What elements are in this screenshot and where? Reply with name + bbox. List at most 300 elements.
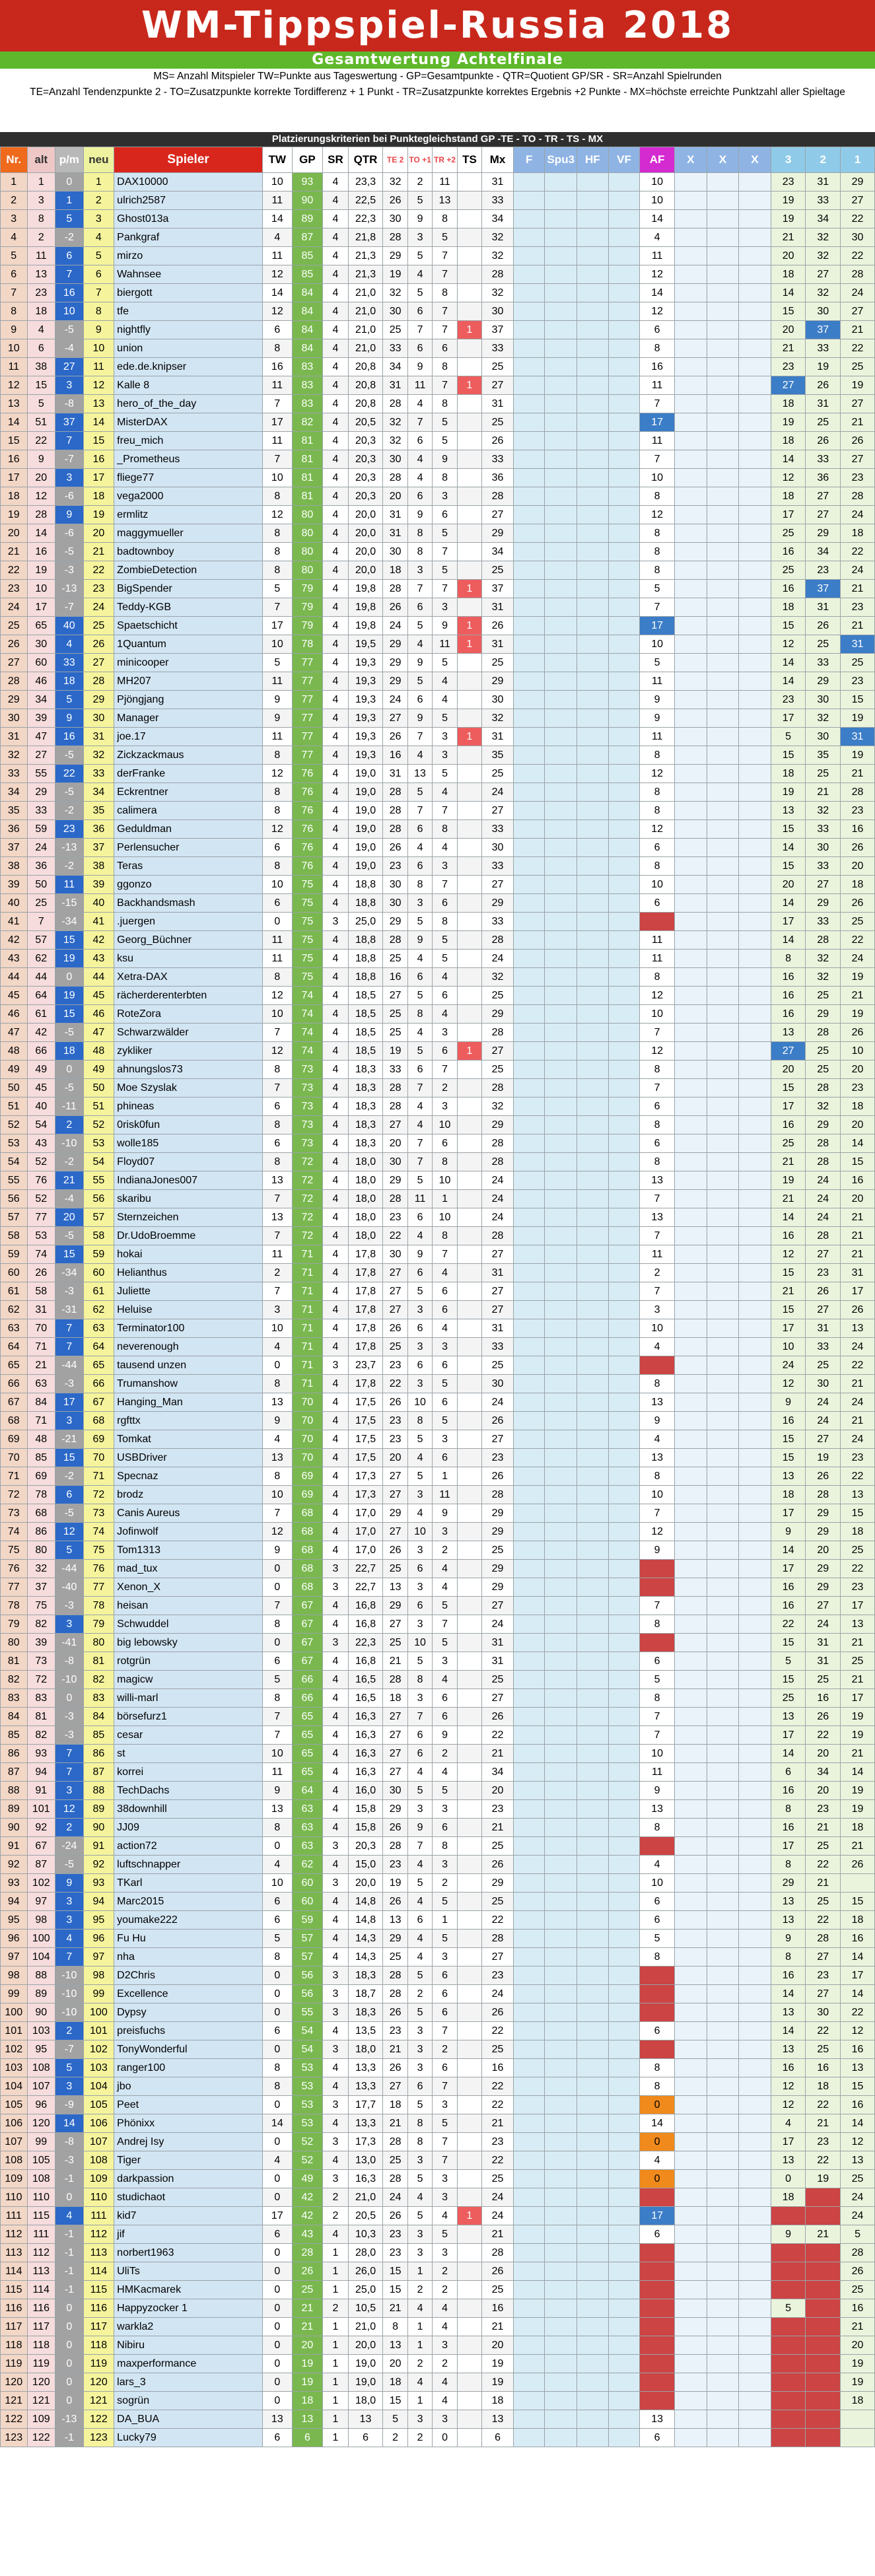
cell-sr: 4	[323, 543, 348, 561]
cell-qtr: 14,3	[348, 1948, 383, 1967]
cell-to: 11	[407, 1190, 432, 1208]
table-row	[1, 1042, 875, 1061]
cell-x1	[674, 654, 707, 672]
cell-alt: 115	[27, 2207, 55, 2225]
cell-2: 24	[806, 1171, 841, 1190]
cell-nr: 95	[1, 1911, 28, 1930]
cell-player: heisan	[114, 1597, 263, 1615]
cell-sr: 4	[323, 506, 348, 524]
cell-tw: 16	[263, 358, 293, 376]
cell-hf	[577, 1856, 609, 1874]
cell-3: 13	[771, 802, 806, 820]
cell-1: 18	[841, 1819, 875, 1837]
cell-2: 31	[806, 395, 841, 413]
cell-2: 23	[806, 1967, 841, 1985]
cell-nr: 21	[1, 543, 28, 561]
cell-sr: 3	[323, 2096, 348, 2114]
cell-sr: 4	[323, 746, 348, 765]
cell-hf	[577, 1745, 609, 1763]
cell-alt: 36	[27, 857, 55, 876]
cell-2: 22	[806, 1856, 841, 1874]
cell-vf	[608, 1634, 640, 1652]
cell-player: norbert1963	[114, 2244, 263, 2262]
cell-mx: 26	[482, 432, 514, 450]
cell-3: 18	[771, 2188, 806, 2207]
cell-sr: 4	[323, 2022, 348, 2040]
cell-3	[771, 2429, 806, 2447]
cell-te: 22	[383, 1375, 407, 1393]
cell-3: 13	[771, 2040, 806, 2059]
cell-mx: 22	[482, 2077, 514, 2096]
cell-3: 16	[771, 1412, 806, 1430]
cell-x3	[739, 987, 771, 1005]
cell-3: 13	[771, 1024, 806, 1042]
cell-x3	[739, 450, 771, 469]
cell-sr: 4	[323, 210, 348, 228]
cell-alt: 53	[27, 1227, 55, 1245]
cell-alt: 46	[27, 672, 55, 691]
cell-tr: 7	[433, 1615, 457, 1634]
table-row	[1, 1264, 875, 1282]
cell-neu: 79	[83, 1615, 114, 1634]
cell-vf	[608, 543, 640, 561]
cell-f	[513, 876, 545, 894]
cell-mx: 25	[482, 1837, 514, 1856]
cell-spu3	[545, 931, 577, 950]
cell-tr: 8	[433, 395, 457, 413]
cell-x2	[707, 543, 739, 561]
cell-neu: 113	[83, 2244, 114, 2262]
cell-player: badtownboy	[114, 543, 263, 561]
cell-f	[513, 2188, 545, 2207]
cell-x1	[674, 1523, 707, 1541]
cell-to: 6	[407, 1319, 432, 1338]
cell-alt: 103	[27, 2022, 55, 2040]
cell-to: 6	[407, 432, 432, 450]
cell-x2	[707, 1856, 739, 1874]
cell-neu: 77	[83, 1578, 114, 1597]
cell-3: 16	[771, 543, 806, 561]
cell-3	[771, 2355, 806, 2373]
cell-f	[513, 1430, 545, 1449]
cell-alt: 2	[27, 228, 55, 247]
cell-spu3	[545, 913, 577, 931]
table-row	[1, 1874, 875, 1893]
cell-ts	[457, 1134, 481, 1153]
cell-te: 24	[383, 617, 407, 635]
cell-ts	[457, 931, 481, 950]
cell-ts	[457, 2373, 481, 2392]
cell-sr: 4	[323, 987, 348, 1005]
cell-2: 32	[806, 968, 841, 987]
cell-hf	[577, 284, 609, 302]
cell-mx: 33	[482, 1338, 514, 1356]
cell-te: 27	[383, 1708, 407, 1726]
cell-af: 8	[640, 1375, 675, 1393]
cell-x1	[674, 1412, 707, 1430]
cell-tr: 4	[433, 1264, 457, 1282]
table-row	[1, 1356, 875, 1375]
cell-1: 31	[841, 635, 875, 654]
table-row	[1, 413, 875, 432]
cell-f	[513, 1948, 545, 1967]
cell-te: 8	[383, 2318, 407, 2336]
cell-spu3	[545, 1430, 577, 1449]
cell-gp: 75	[292, 894, 323, 913]
cell-2: 16	[806, 2059, 841, 2077]
cell-mx: 25	[482, 765, 514, 783]
cell-qtr: 17,7	[348, 2096, 383, 2114]
cell-vf	[608, 1948, 640, 1967]
cell-f	[513, 2355, 545, 2373]
cell-player: Excellence	[114, 1985, 263, 2003]
cell-qtr: 16,3	[348, 1763, 383, 1782]
cell-pm: 12	[55, 1523, 84, 1541]
cell-alt: 39	[27, 709, 55, 728]
cell-x1	[674, 2188, 707, 2207]
cell-to: 8	[407, 1412, 432, 1430]
cell-te: 30	[383, 210, 407, 228]
cell-nr: 41	[1, 913, 28, 931]
cell-alt: 116	[27, 2299, 55, 2318]
cell-1: 19	[841, 1782, 875, 1800]
cell-x3	[739, 1375, 771, 1393]
cell-x2	[707, 2299, 739, 2318]
cell-player: Jofinwolf	[114, 1523, 263, 1541]
cell-hf	[577, 783, 609, 802]
cell-tw: 5	[263, 580, 293, 598]
cell-3: 18	[771, 395, 806, 413]
cell-vf	[608, 1486, 640, 1504]
cell-pm: 4	[55, 1930, 84, 1948]
cell-ts	[457, 1930, 481, 1948]
cell-pm: 0	[55, 1061, 84, 1079]
cell-x2	[707, 2003, 739, 2022]
cell-f	[513, 1911, 545, 1930]
cell-spu3	[545, 1671, 577, 1689]
cell-alt: 14	[27, 524, 55, 543]
cell-x2	[707, 395, 739, 413]
cell-hf	[577, 2003, 609, 2022]
cell-pm: 0	[55, 2392, 84, 2410]
cell-x2	[707, 302, 739, 321]
cell-3: 9	[771, 1393, 806, 1412]
cell-player: rächerderenterbten	[114, 987, 263, 1005]
cell-1: 28	[841, 783, 875, 802]
cell-x2	[707, 1208, 739, 1227]
cell-nr: 76	[1, 1560, 28, 1578]
cell-f	[513, 2429, 545, 2447]
cell-vf	[608, 617, 640, 635]
cell-gp: 60	[292, 1893, 323, 1911]
cell-3: 8	[771, 950, 806, 968]
cell-sr: 3	[323, 2170, 348, 2188]
cell-neu: 35	[83, 802, 114, 820]
cell-tr: 8	[433, 284, 457, 302]
cell-alt: 15	[27, 376, 55, 395]
cell-neu: 21	[83, 543, 114, 561]
cell-mx: 32	[482, 247, 514, 265]
cell-to: 6	[407, 857, 432, 876]
cell-te: 27	[383, 1726, 407, 1745]
cell-qtr: 22,7	[348, 1578, 383, 1597]
cell-x2	[707, 1301, 739, 1319]
cell-to: 5	[407, 987, 432, 1005]
cell-spu3	[545, 1985, 577, 2003]
cell-hf	[577, 1671, 609, 1689]
cell-x2	[707, 1597, 739, 1615]
cell-hf	[577, 506, 609, 524]
cell-nr: 112	[1, 2225, 28, 2244]
cell-gp: 84	[292, 339, 323, 358]
cell-mx: 30	[482, 302, 514, 321]
cell-3: 17	[771, 1837, 806, 1856]
cell-tr: 5	[433, 2225, 457, 2244]
cell-to: 3	[407, 2410, 432, 2429]
cell-hf	[577, 746, 609, 765]
cell-nr: 17	[1, 469, 28, 487]
cell-mx: 31	[482, 1634, 514, 1652]
cell-gp: 76	[292, 783, 323, 802]
cell-x2	[707, 2225, 739, 2244]
cell-pm: -21	[55, 1430, 84, 1449]
cell-1: 19	[841, 968, 875, 987]
cell-tr: 2	[433, 2281, 457, 2299]
table-row	[1, 432, 875, 450]
table-row	[1, 2281, 875, 2299]
cell-mx: 25	[482, 1356, 514, 1375]
cell-1: 15	[841, 1504, 875, 1523]
cell-te: 23	[383, 1412, 407, 1430]
table-row	[1, 894, 875, 913]
cell-1: 15	[841, 2077, 875, 2096]
cell-x1	[674, 2151, 707, 2170]
cell-2	[806, 2207, 841, 2225]
cell-x1	[674, 1745, 707, 1763]
cell-x3	[739, 1763, 771, 1782]
cell-x1	[674, 2244, 707, 2262]
cell-hf	[577, 1874, 609, 1893]
cell-mx: 24	[482, 1393, 514, 1412]
cell-te: 19	[383, 1042, 407, 1061]
cell-qtr: 26,0	[348, 2262, 383, 2281]
cell-x1	[674, 2077, 707, 2096]
cell-spu3	[545, 413, 577, 432]
cell-x3	[739, 1874, 771, 1893]
cell-qtr: 17,8	[348, 1338, 383, 1356]
cell-to: 6	[407, 1264, 432, 1282]
cell-alt: 50	[27, 876, 55, 894]
cell-3: 20	[771, 1061, 806, 1079]
cell-gp: 71	[292, 1264, 323, 1282]
cell-player: ede.de.knipser	[114, 358, 263, 376]
cell-te: 28	[383, 2133, 407, 2151]
cell-alt: 91	[27, 1782, 55, 1800]
table-row	[1, 2170, 875, 2188]
cell-mx: 27	[482, 1301, 514, 1319]
cell-x1	[674, 2429, 707, 2447]
cell-tw: 8	[263, 1467, 293, 1486]
cell-tw: 9	[263, 1541, 293, 1560]
cell-pm: -1	[55, 2281, 84, 2299]
cell-to: 6	[407, 1061, 432, 1079]
cell-pm: -2	[55, 1467, 84, 1486]
cell-x1	[674, 1301, 707, 1319]
cell-pm: -5	[55, 1856, 84, 1874]
cell-qtr: 23,7	[348, 1356, 383, 1375]
cell-mx: 31	[482, 598, 514, 617]
cell-tw: 6	[263, 2225, 293, 2244]
cell-2: 33	[806, 450, 841, 469]
cell-1: 27	[841, 395, 875, 413]
cell-neu: 9	[83, 321, 114, 339]
cell-mx: 23	[482, 1449, 514, 1467]
cell-pm: -7	[55, 450, 84, 469]
cell-gp: 80	[292, 506, 323, 524]
cell-2: 32	[806, 247, 841, 265]
cell-3: 19	[771, 210, 806, 228]
cell-3: 18	[771, 1486, 806, 1504]
cell-2: 23	[806, 561, 841, 580]
cell-x1	[674, 913, 707, 931]
cell-neu: 101	[83, 2022, 114, 2040]
cell-mx: 22	[482, 1726, 514, 1745]
cell-3: 15	[771, 746, 806, 765]
cell-3: 5	[771, 728, 806, 746]
cell-mx: 34	[482, 543, 514, 561]
cell-gp: 70	[292, 1393, 323, 1412]
cell-2: 34	[806, 210, 841, 228]
cell-ts	[457, 2151, 481, 2170]
table-row	[1, 284, 875, 302]
cell-x3	[739, 580, 771, 598]
cell-x3	[739, 1578, 771, 1597]
cell-2: 27	[806, 1430, 841, 1449]
cell-sr: 4	[323, 302, 348, 321]
cell-alt: 17	[27, 598, 55, 617]
cell-2: 24	[806, 1615, 841, 1634]
cell-qtr: 18,8	[348, 931, 383, 950]
standings-body	[1, 173, 875, 2447]
cell-to: 8	[407, 2133, 432, 2151]
table-row	[1, 210, 875, 228]
cell-pm: 3	[55, 1782, 84, 1800]
cell-player: MH207	[114, 672, 263, 691]
cell-nr: 45	[1, 987, 28, 1005]
cell-pm: 6	[55, 247, 84, 265]
cell-spu3	[545, 1504, 577, 1523]
cell-player: JJ09	[114, 1819, 263, 1837]
cell-alt: 92	[27, 1819, 55, 1837]
cell-spu3	[545, 635, 577, 654]
cell-vf	[608, 247, 640, 265]
cell-ts	[457, 506, 481, 524]
cell-tw: 5	[263, 1671, 293, 1689]
cell-hf	[577, 635, 609, 654]
cell-x2	[707, 635, 739, 654]
cell-pm: -9	[55, 2096, 84, 2114]
cell-sr: 4	[323, 950, 348, 968]
cell-mx: 29	[482, 524, 514, 543]
cell-to: 4	[407, 1097, 432, 1116]
cell-player: wolle185	[114, 1134, 263, 1153]
cell-neu: 40	[83, 894, 114, 913]
cell-x2	[707, 1985, 739, 2003]
cell-player: Floyd07	[114, 1153, 263, 1171]
cell-f	[513, 284, 545, 302]
cell-qtr: 20,0	[348, 561, 383, 580]
cell-qtr: 15,8	[348, 1819, 383, 1837]
cell-player: .juergen	[114, 913, 263, 931]
cell-gp: 65	[292, 1745, 323, 1763]
cell-vf	[608, 1301, 640, 1319]
cell-x2	[707, 1356, 739, 1375]
cell-vf	[608, 580, 640, 598]
cell-tw: 6	[263, 1911, 293, 1930]
cell-af: 11	[640, 728, 675, 746]
cell-neu: 54	[83, 1153, 114, 1171]
cell-neu: 30	[83, 709, 114, 728]
cell-f	[513, 1523, 545, 1541]
cell-nr: 34	[1, 783, 28, 802]
cell-af: 8	[640, 487, 675, 506]
cell-neu: 95	[83, 1911, 114, 1930]
cell-te: 20	[383, 487, 407, 506]
cell-sr: 4	[323, 1523, 348, 1541]
cell-vf	[608, 1171, 640, 1190]
cell-f	[513, 321, 545, 339]
cell-af: 7	[640, 450, 675, 469]
cell-nr: 78	[1, 1597, 28, 1615]
cell-x2	[707, 1948, 739, 1967]
cell-sr: 4	[323, 1338, 348, 1356]
cell-x1	[674, 2262, 707, 2281]
col-af: AF	[640, 147, 675, 173]
cell-tw: 11	[263, 931, 293, 950]
cell-tr: 10	[433, 1116, 457, 1134]
cell-alt: 101	[27, 1800, 55, 1819]
cell-ts	[457, 1652, 481, 1671]
cell-spu3	[545, 2225, 577, 2244]
cell-mx: 20	[482, 1782, 514, 1800]
cell-player: neverenough	[114, 1338, 263, 1356]
cell-pm: 18	[55, 1042, 84, 1061]
cell-pm: 7	[55, 265, 84, 284]
cell-spu3	[545, 524, 577, 543]
cell-1: 23	[841, 1449, 875, 1467]
cell-mx: 27	[482, 1948, 514, 1967]
cell-vf	[608, 765, 640, 783]
cell-te: 28	[383, 1097, 407, 1116]
cell-gp: 93	[292, 173, 323, 191]
cell-2: 29	[806, 1005, 841, 1024]
cell-2: 27	[806, 506, 841, 524]
cell-nr: 26	[1, 635, 28, 654]
cell-mx: 26	[482, 2003, 514, 2022]
cell-player: Heluise	[114, 1301, 263, 1319]
cell-3: 27	[771, 1042, 806, 1061]
cell-alt: 30	[27, 635, 55, 654]
table-row	[1, 1800, 875, 1819]
cell-mx: 28	[482, 1227, 514, 1245]
cell-x3	[739, 765, 771, 783]
cell-pm: 14	[55, 2114, 84, 2133]
cell-2: 33	[806, 913, 841, 931]
cell-x1	[674, 2373, 707, 2392]
cell-mx: 32	[482, 709, 514, 728]
cell-vf	[608, 1541, 640, 1560]
cell-gp: 52	[292, 2133, 323, 2151]
